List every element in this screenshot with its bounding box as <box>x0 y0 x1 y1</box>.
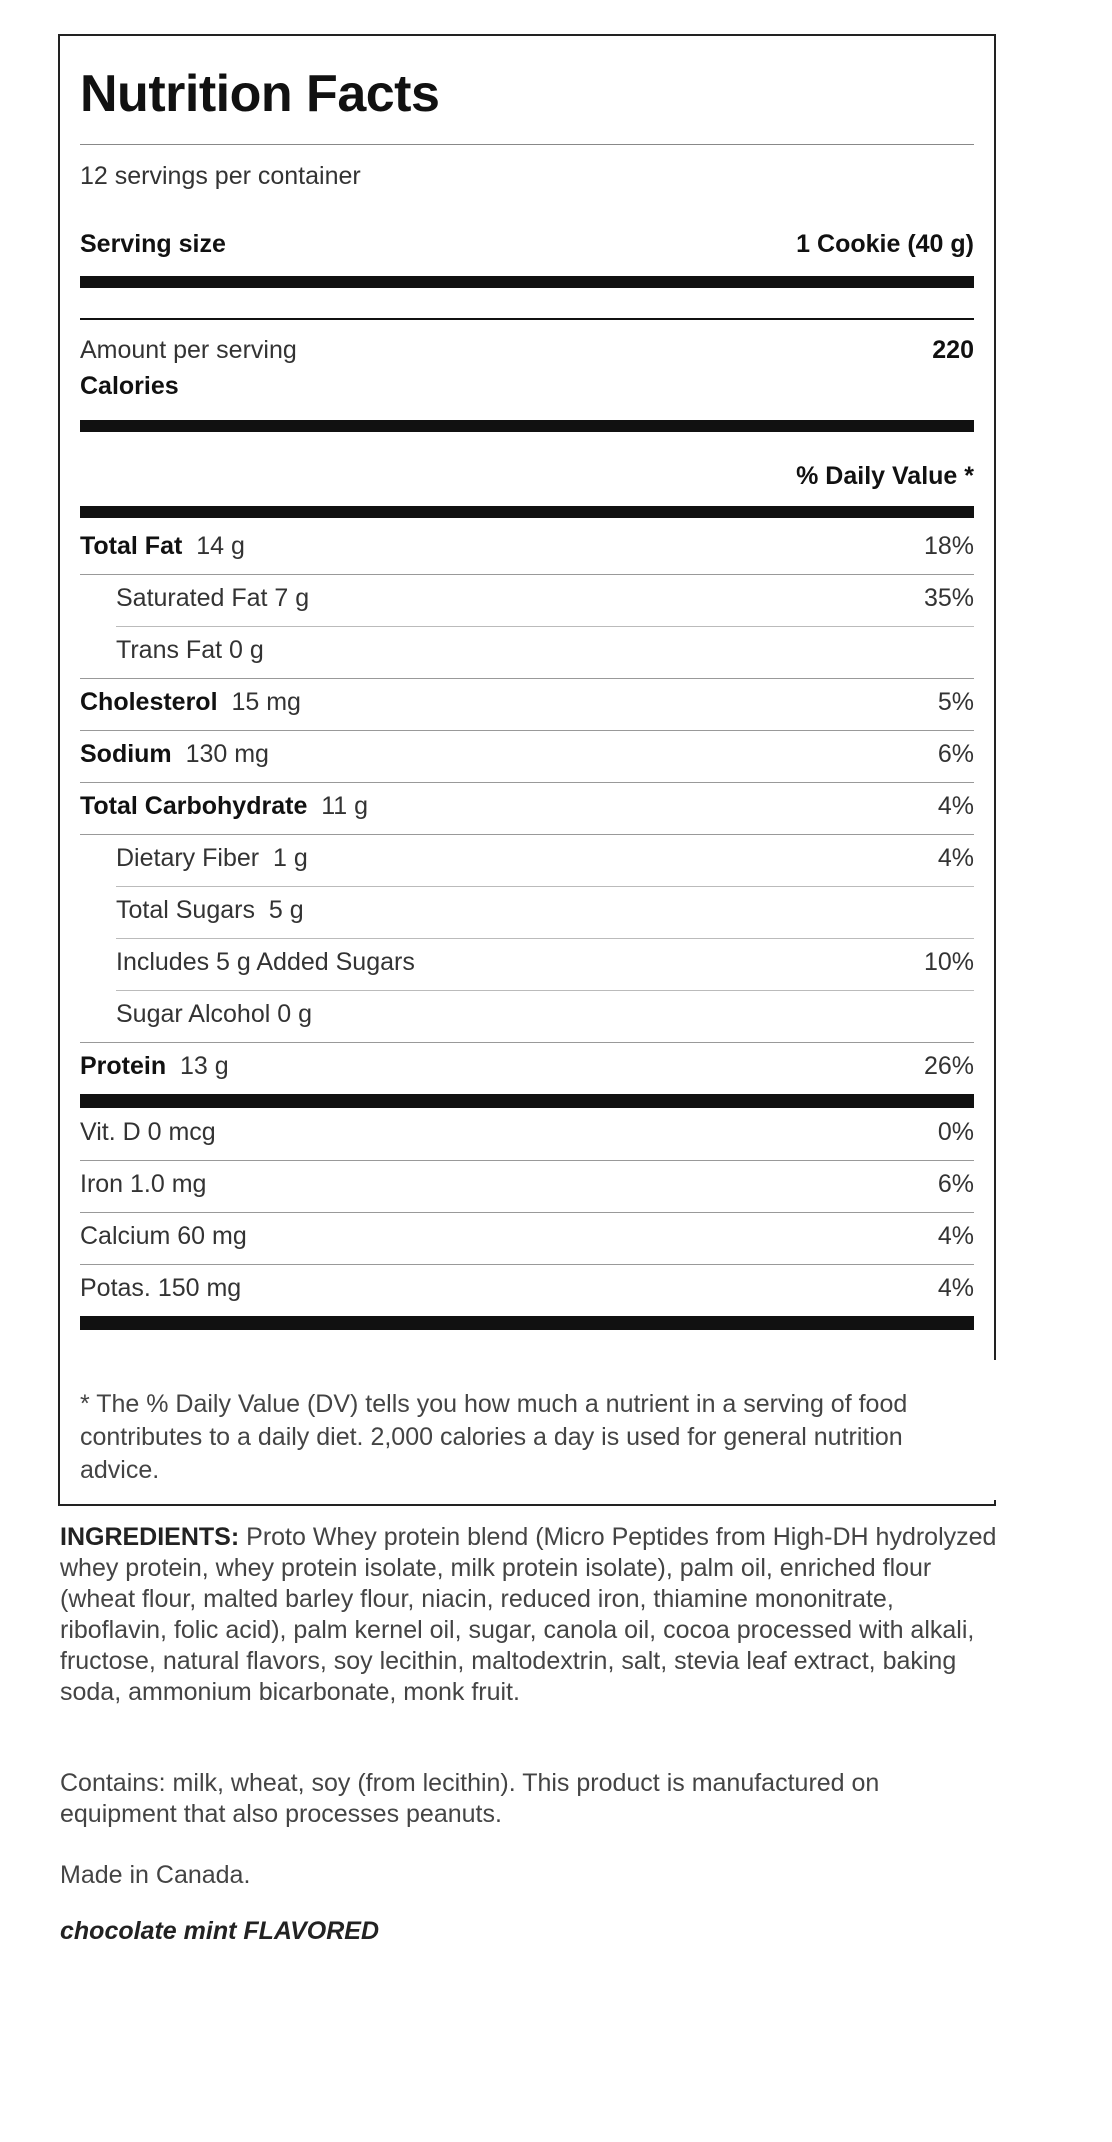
nutrient-amount: 5 g <box>268 896 304 924</box>
calories-value: 220 <box>932 336 974 364</box>
divider <box>80 318 974 320</box>
servings-per-container: 12 servings per container <box>80 162 361 190</box>
row-divider <box>116 626 974 627</box>
serving-size-value: 1 Cookie (40 g) <box>796 230 974 258</box>
row-divider <box>80 730 974 731</box>
nutrient-name: Protein <box>80 1052 167 1080</box>
nutrition-facts-panel <box>58 34 996 1504</box>
thick-divider <box>80 1316 974 1330</box>
vitamin-dv: 0% <box>937 1118 974 1146</box>
row-divider <box>80 574 974 575</box>
nutrient-name: Dietary Fiber <box>116 844 260 872</box>
nutrient-amount: 130 mg <box>185 740 269 768</box>
vitamin-name: Calcium 60 mg <box>80 1222 247 1250</box>
vitamin-name: Iron 1.0 mg <box>80 1170 207 1198</box>
panel-border-gap <box>994 1360 1000 1500</box>
nutrient-name: Cholesterol <box>80 688 218 716</box>
thick-divider <box>80 420 974 432</box>
nutrient-name: Includes 5 g Added Sugars <box>116 948 415 976</box>
vitamin-dv: 4% <box>937 1274 974 1302</box>
nutrient-dv: 6% <box>937 740 974 768</box>
row-divider <box>80 1212 974 1213</box>
row-divider <box>80 834 974 835</box>
nutrient-name: Sugar Alcohol 0 g <box>116 1000 312 1028</box>
thick-divider <box>80 1094 974 1108</box>
vitamin-name: Potas. 150 mg <box>80 1274 242 1302</box>
ingredients-paragraph <box>60 1522 1000 1708</box>
row-divider <box>80 678 974 679</box>
nutrient-name: Trans Fat 0 g <box>116 636 264 664</box>
ingredients-heading: INGREDIENTS: <box>60 1523 240 1551</box>
row-divider <box>116 938 974 939</box>
daily-value-footnote: * The % Daily Value (DV) tells you how much a nutrient in a serving of food contributes to a daily diet. 2,000 calories a day is used for general nutrition advice. <box>80 1390 908 1484</box>
row-divider <box>80 1042 974 1043</box>
nutrient-amount: 11 g <box>321 792 369 820</box>
daily-value-header: % Daily Value * <box>796 462 974 490</box>
nutrient-dv: 4% <box>937 844 974 872</box>
nutrient-dv: 26% <box>923 1052 974 1080</box>
nutrient-amount: 1 g <box>273 844 308 872</box>
nutrient-amount: 14 g <box>196 532 245 560</box>
panel-bottom-border <box>58 1504 996 1506</box>
thick-divider <box>80 276 974 288</box>
nutrient-name: Sodium <box>80 740 172 768</box>
serving-size-label: Serving size <box>80 230 226 258</box>
nutrient-dv: 5% <box>937 688 974 716</box>
amount-per-serving: Amount per serving <box>80 336 297 364</box>
nutrient-dv: 35% <box>923 584 974 612</box>
ingredients-text: Proto Whey protein blend (Micro Peptides from High-DH hydrolyzed whey protein, whey protein isolate, milk protein isolate), palm oil, enriched flour (wheat flour, malted barley flour, niacin, reduced iron, thiamine mononitrate, riboflavin, folic acid), palm kernel oil, sugar, canola oil, cocoa processed with alkali, fructose, natural flavors, soy lecithin, maltodextrin, salt, stevia leaf extract, baking soda, ammonium bicarbonate, monk fruit. <box>60 1523 997 1706</box>
nutrient-name: Total Carbohydrate <box>80 792 308 820</box>
allergen-statement: Contains: milk, wheat, soy (from lecithin). This product is manufactured on equipment that also processes peanuts. <box>60 1769 880 1828</box>
row-divider <box>80 1264 974 1265</box>
thick-divider <box>80 506 974 518</box>
nutrient-dv: 4% <box>937 792 974 820</box>
nutrient-dv: 10% <box>923 948 974 976</box>
row-divider <box>116 886 974 887</box>
label-title: Nutrition Facts <box>80 65 440 123</box>
vitamin-dv: 4% <box>937 1222 974 1250</box>
country-of-origin: Made in Canada. <box>60 1861 251 1889</box>
nutrient-amount: 15 mg <box>231 688 301 716</box>
row-divider <box>116 990 974 991</box>
vitamin-dv: 6% <box>937 1170 974 1198</box>
calories-label: Calories <box>80 372 179 400</box>
row-divider <box>80 1160 974 1161</box>
nutrient-amount: 13 g <box>180 1052 229 1080</box>
nutrient-name: Total Fat <box>80 532 183 560</box>
row-divider <box>80 782 974 783</box>
nutrient-name: Total Sugars <box>116 896 255 924</box>
nutrient-name: Saturated Fat 7 g <box>116 584 310 612</box>
nutrient-dv: 18% <box>923 532 974 560</box>
vitamin-name: Vit. D 0 mcg <box>80 1118 216 1146</box>
title-divider <box>80 144 974 145</box>
flavor-statement: chocolate mint FLAVORED <box>60 1917 380 1945</box>
